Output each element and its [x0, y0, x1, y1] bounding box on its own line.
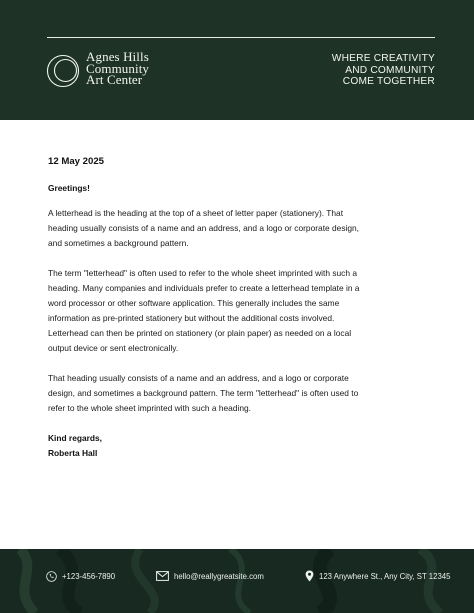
letter-date: 12 May 2025 — [48, 156, 105, 167]
header-divider-line — [47, 37, 435, 38]
overlapping-circles-logo-icon — [46, 54, 80, 88]
letter-signer-name: Roberta Hall — [48, 448, 98, 458]
letter-paragraph: That heading usually consists of a name and an address, and a logo or corporate design, and sometimes a background pattern. The term "letterhead" is often used to refer to the whole sheet imprinted with such a heading. — [48, 373, 359, 413]
header-tagline — [295, 53, 435, 88]
envelope-icon — [156, 571, 169, 581]
organization-name-line: Community — [86, 60, 150, 76]
footer-address — [305, 569, 450, 583]
letter-closing: Kind regards, — [48, 433, 102, 443]
footer-email[interactable] — [156, 569, 264, 583]
organization-name-line: Art Center — [86, 72, 143, 87]
footer-address-text: 123 Anywhere St., Any City, ST 12345 — [319, 571, 451, 581]
letter-greeting: Greetings! — [48, 183, 90, 193]
organization-name — [86, 51, 196, 86]
letter-paragraph: A letterhead is the heading at the top of a sheet of letter paper (stationery). That heading usually consists of a name and an address, and a logo or corporate design, and sometimes a background pattern. — [48, 208, 360, 248]
letter-body — [48, 154, 368, 461]
footer-phone-text: +123-456-7890 — [62, 571, 116, 581]
tagline-line: WHERE CREATIVITY — [331, 53, 435, 64]
footer-phone[interactable] — [46, 569, 115, 583]
phone-icon — [46, 571, 57, 582]
map-pin-icon — [305, 570, 314, 582]
letter-paragraph: The term "letterhead" is often used to refer to the whole sheet imprinted with such a heading. Many companies and individuals prefer to create a letterhead template in a word processor or other software application. This generally includes the same information as pre-printed stationery but without the additional costs involved. Letterhead can then be printed on stationery (or plain paper) as needed on a local output device or sent electronically. — [48, 268, 360, 353]
tagline-line: COME TOGETHER — [342, 76, 435, 87]
organization-name-line: Agnes Hills — [86, 49, 149, 64]
footer-email-text: hello@reallygreatsite.com — [174, 571, 264, 581]
tagline-line: AND COMMUNITY — [345, 64, 435, 76]
letterhead-header — [0, 0, 474, 120]
letterhead-footer — [0, 549, 474, 613]
